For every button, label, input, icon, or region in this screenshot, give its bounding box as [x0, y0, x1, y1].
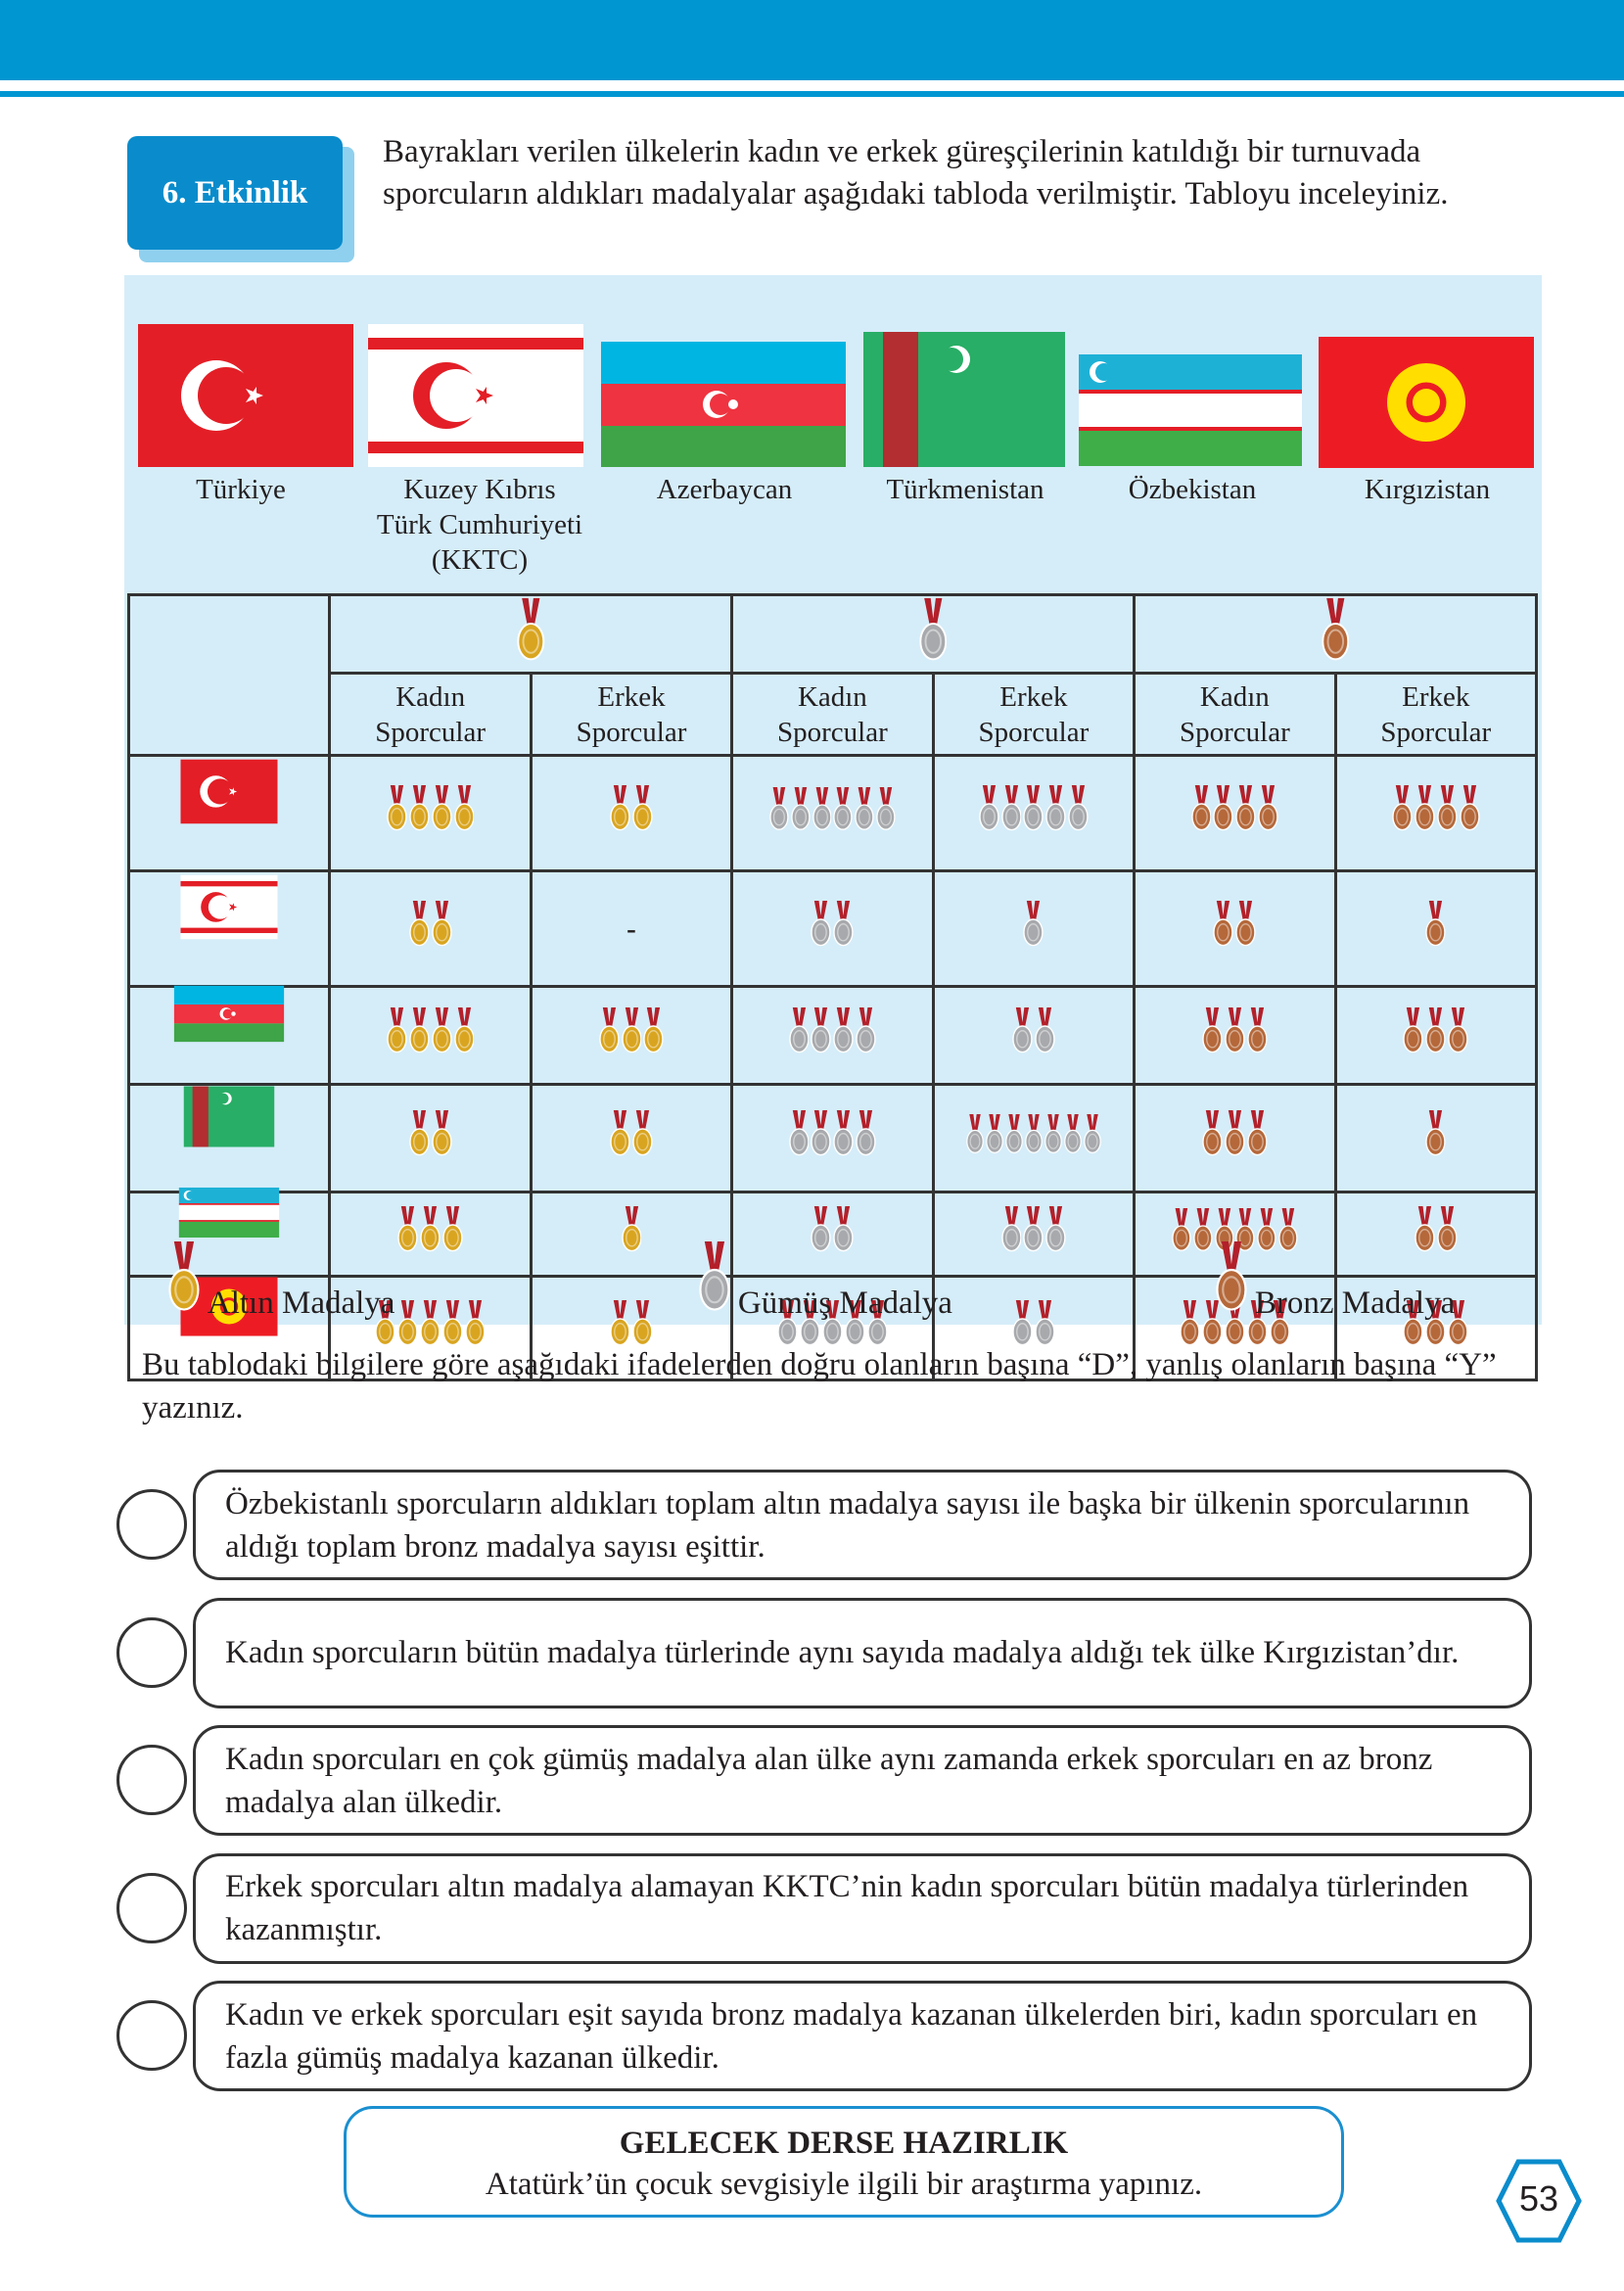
- column-header-line: Sporcular: [375, 716, 487, 748]
- medal-group: [599, 1007, 665, 1063]
- flag-azerbaycan: [601, 342, 846, 472]
- table-row: [129, 1085, 1537, 1192]
- statement-box: [193, 1853, 1532, 1964]
- gold-medal-icon: [643, 1007, 664, 1063]
- flag-label-line: Türk Cumhuriyeti: [376, 509, 583, 540]
- gold-medal-icon: [610, 785, 630, 841]
- answer-circle[interactable]: [116, 1873, 187, 1943]
- silver-medal-icon: [811, 1110, 831, 1166]
- gold-medal-icon: [517, 598, 545, 671]
- gold-medal-icon: [409, 1007, 430, 1063]
- gold-medal-icon: [168, 1241, 200, 1322]
- bronze-medal-icon: [1216, 1241, 1247, 1322]
- gold-medal-icon: [622, 1007, 642, 1063]
- row-flag-türkmenistan: [129, 1085, 330, 1192]
- bronze-medal-icon: [1425, 901, 1446, 957]
- column-header: [1335, 674, 1536, 756]
- statement-box: [193, 1981, 1532, 2091]
- silver-medal-icon: [1025, 1114, 1043, 1163]
- flag-label: [1065, 472, 1320, 507]
- silver-medal-icon: [811, 901, 831, 957]
- statement-text: Özbekistanlı sporcuların aldıkları toplam altın madalya sayısı ile başka bir ülkenin sporcularının aldığı toplam bronz madalya sayısı eşittir.: [225, 1485, 1470, 1565]
- gold-medal-icon: [409, 785, 430, 841]
- silver-header: [732, 595, 1135, 674]
- silver-medal-icon: [833, 901, 854, 957]
- bronze-medal-icon: [1322, 598, 1350, 671]
- flag-özbekistan: [1079, 354, 1302, 471]
- silver-medal-icon: [833, 1110, 854, 1166]
- bronze-medal-icon: [1193, 1208, 1213, 1261]
- silver-medal-icon: [811, 1007, 831, 1063]
- medal-count-cell: [531, 871, 731, 987]
- silver-medal-icon: [966, 1114, 984, 1163]
- flag-label-line: Azerbaycan: [656, 474, 793, 505]
- medal-count-cell: [531, 756, 731, 871]
- medal-count-cell: [1135, 987, 1335, 1085]
- bronze-medal-icon: [1247, 1110, 1268, 1166]
- flag-label: [1300, 472, 1554, 507]
- medal-group: [1023, 901, 1044, 957]
- flag-label-line: Türkmenistan: [886, 474, 1044, 505]
- medal-count-cell: [732, 871, 933, 987]
- bronze-medal-icon: [1392, 785, 1413, 841]
- gold-header: [330, 595, 732, 674]
- row-flag-türkiye: [129, 756, 330, 871]
- column-header: [531, 674, 731, 756]
- medal-count-cell: [732, 756, 933, 871]
- bronze-medal-icon: [1437, 785, 1458, 841]
- silver-medal-icon: [1035, 1007, 1055, 1063]
- gold-medal-icon: [432, 901, 452, 957]
- bronze-medal-icon: [1213, 785, 1233, 841]
- answer-circle[interactable]: [116, 2000, 187, 2071]
- page-number-badge: [1495, 2157, 1583, 2245]
- medal-group: [622, 1206, 642, 1262]
- statement-text: Erkek sporcuları altın madalya alamayan KKTC’nin kadın sporcuları bütün madalya türlerinden kazanmıştır.: [225, 1869, 1469, 1947]
- gold-medal-icon: [599, 1007, 620, 1063]
- medal-group: [1425, 901, 1446, 957]
- medal-count-cell: [1335, 756, 1536, 871]
- gold-medal-icon: [397, 1206, 418, 1262]
- medal-count-cell: [933, 987, 1135, 1085]
- activity-intro: Bayrakları verilen ülkelerin kadın ve erkek güreşçilerinin katıldığı bir turnuvada sporcuların aldıkları madalyalar aşağıdaki tabloda verilmiştir. Tabloyu inceleyiniz.: [383, 134, 1449, 211]
- medal-count-cell: [933, 1085, 1135, 1192]
- bronze-medal-icon: [1235, 785, 1256, 841]
- column-header-line: Erkek: [999, 680, 1068, 713]
- row-flag-azerbaycan: [129, 987, 330, 1085]
- legend-bronze: [1216, 1241, 1455, 1322]
- top-band: [0, 0, 1624, 80]
- activity-badge: 6. Etkinlik: [127, 136, 343, 250]
- flag-türkmenistan: [863, 332, 1065, 472]
- medal-group: [789, 1110, 877, 1166]
- legend-silver-label: Gümüş Madalya: [737, 1285, 952, 1321]
- legend-gold: [168, 1241, 394, 1322]
- silver-medal-icon: [1045, 1206, 1066, 1262]
- flag-kırgızistan: [1319, 337, 1534, 473]
- medal-count-cell: [330, 987, 531, 1085]
- legend-gold-label: Altın Madalya: [207, 1285, 395, 1321]
- row-flag-kktc: [129, 871, 330, 987]
- column-header-line: Sporcular: [978, 716, 1090, 748]
- medal-group: [1012, 1007, 1055, 1063]
- medal-group: [387, 785, 475, 841]
- silver-medal-icon: [1045, 785, 1066, 841]
- silver-medal-icon: [1023, 785, 1044, 841]
- medal-count-cell: [933, 871, 1135, 987]
- medal-group: [1202, 1007, 1268, 1063]
- medal-count-cell: [531, 1085, 731, 1192]
- statement-text: Kadın sporcuları en çok gümüş madalya alan ülke aynı zamanda erkek sporcuları en az bronz madalya alan ülkedir.: [225, 1741, 1433, 1820]
- column-header-line: Sporcular: [1179, 716, 1290, 748]
- silver-medal-icon: [979, 785, 999, 841]
- medal-group: [1191, 785, 1279, 841]
- medal-group: [387, 1007, 475, 1063]
- gold-medal-icon: [632, 1110, 653, 1166]
- statement-text: Kadın sporcuların bütün madalya türlerinde aynı sayıda madalya aldığı tek ülke Kırgızistan’dır.: [225, 1635, 1460, 1670]
- medal-count-cell: [732, 1085, 933, 1192]
- silver-medal-icon: [1044, 1114, 1062, 1163]
- gold-medal-icon: [432, 1007, 452, 1063]
- medal-count-cell: [1335, 871, 1536, 987]
- answer-circle[interactable]: [116, 1489, 187, 1560]
- column-header-line: Kadın: [797, 680, 867, 713]
- medal-count-cell: [933, 756, 1135, 871]
- medal-count-cell: [1335, 1085, 1536, 1192]
- gold-medal-icon: [622, 1206, 642, 1262]
- silver-medal-icon: [791, 787, 811, 840]
- next-lesson-title: GELECEK DERSE HAZIRLIK: [619, 2126, 1069, 2161]
- medal-group: [966, 1114, 1101, 1163]
- table-row: [129, 871, 1537, 987]
- medal-group: [789, 1007, 877, 1063]
- medal-group: [979, 785, 1089, 841]
- silver-medal-icon: [833, 787, 853, 840]
- column-header: [330, 674, 531, 756]
- column-header-line: Sporcular: [1380, 716, 1492, 748]
- flag-label: [838, 472, 1092, 507]
- bronze-medal-icon: [1403, 1007, 1423, 1063]
- bronze-medal-icon: [1202, 1007, 1223, 1063]
- instruction: Bu tablodaki bilgilere göre aşağıdaki ifadelerden doğru olanların başına “D”, yanlış olanların başına “Y” yazınız.: [142, 1347, 1497, 1426]
- medal-count-cell: [732, 987, 933, 1085]
- silver-medal-icon: [1023, 901, 1044, 957]
- bronze-medal-icon: [1425, 1007, 1446, 1063]
- gold-medal-icon: [432, 1110, 452, 1166]
- legend-silver: [699, 1241, 952, 1322]
- statement-box: [193, 1470, 1532, 1580]
- medal-count-cell: [1335, 987, 1536, 1085]
- silver-medal-icon: [1023, 1206, 1044, 1262]
- silver-medal-icon: [812, 787, 832, 840]
- silver-medal-icon: [789, 1007, 810, 1063]
- flag-kktc: [368, 324, 583, 472]
- medal-group: [610, 785, 653, 841]
- medal-group: [1213, 901, 1256, 957]
- bronze-medal-icon: [1172, 1208, 1191, 1261]
- silver-medal-icon: [856, 1110, 876, 1166]
- medal-group: [811, 901, 854, 957]
- top-line: [0, 91, 1624, 97]
- column-header: [1135, 674, 1335, 756]
- column-header-line: Erkek: [597, 680, 666, 713]
- gold-medal-icon: [610, 1110, 630, 1166]
- medal-count-cell: [330, 1085, 531, 1192]
- bronze-medal-icon: [1425, 1110, 1446, 1166]
- bronze-medal-icon: [1460, 785, 1480, 841]
- medal-group: [409, 1110, 452, 1166]
- gold-medal-icon: [454, 1007, 475, 1063]
- gold-medal-icon: [632, 785, 653, 841]
- table-row: [129, 756, 1537, 871]
- flag-label-line: Özbekistan: [1128, 474, 1257, 505]
- bronze-medal-icon: [1225, 1110, 1245, 1166]
- silver-medal-icon: [986, 1114, 1003, 1163]
- bronze-medal-icon: [1235, 901, 1256, 957]
- medal-group: [1392, 785, 1480, 841]
- answer-circle[interactable]: [116, 1617, 187, 1688]
- statement-text: Kadın ve erkek sporcuları eşit sayıda bronz madalya kazanan ülkelerden biri, kadın sporcuları en fazla gümüş madalya kazanan ülkedir.: [225, 1996, 1478, 2076]
- page-number: 53: [1518, 2178, 1559, 2219]
- silver-medal-icon: [789, 1110, 810, 1166]
- gold-medal-icon: [409, 901, 430, 957]
- medal-group: [610, 1110, 653, 1166]
- column-header-line: Sporcular: [576, 716, 687, 748]
- gold-medal-icon: [432, 785, 452, 841]
- silver-medal-icon: [855, 787, 874, 840]
- silver-medal-icon: [699, 1241, 730, 1322]
- column-header: [732, 674, 933, 756]
- medal-group: [1403, 1007, 1468, 1063]
- silver-medal-icon: [1005, 1114, 1023, 1163]
- silver-medal-icon: [876, 787, 896, 840]
- silver-medal-icon: [919, 598, 948, 671]
- bronze-medal-icon: [1191, 785, 1212, 841]
- silver-medal-icon: [1068, 785, 1089, 841]
- flag-türkiye: [138, 324, 353, 472]
- flag-label: [597, 472, 852, 507]
- silver-medal-icon: [1064, 1114, 1082, 1163]
- answer-circle[interactable]: [116, 1745, 187, 1815]
- flag-label: [114, 472, 368, 507]
- legend-bronze-label: Bronz Madalya: [1254, 1285, 1456, 1321]
- bronze-medal-icon: [1415, 785, 1435, 841]
- next-lesson-text: Atatürk’ün çocuk sevgisiyle ilgili bir araştırma yapınız.: [485, 2167, 1203, 2202]
- gold-medal-icon: [387, 785, 407, 841]
- column-header-line: Sporcular: [777, 716, 888, 748]
- silver-medal-icon: [1012, 1007, 1033, 1063]
- column-header-line: Kadın: [395, 680, 466, 713]
- bronze-header: [1135, 595, 1537, 674]
- gold-medal-icon: [409, 1110, 430, 1166]
- statement-box: [193, 1725, 1532, 1836]
- medal-count-cell: [933, 1192, 1135, 1277]
- empty-mark: -: [626, 912, 636, 945]
- flag-label-line: Kuzey Kıbrıs: [403, 474, 556, 505]
- medal-group: [1202, 1110, 1268, 1166]
- bronze-medal-icon: [1258, 785, 1278, 841]
- medal-count-cell: [330, 756, 531, 871]
- gold-medal-icon: [420, 1206, 441, 1262]
- medal-count-cell: [531, 987, 731, 1085]
- flag-label-line: Türkiye: [196, 474, 286, 505]
- bronze-medal-icon: [1247, 1007, 1268, 1063]
- column-header-line: Erkek: [1402, 680, 1470, 713]
- medal-group: [409, 901, 452, 957]
- corner-cell: [129, 595, 330, 756]
- medal-group: [1001, 1206, 1067, 1262]
- column-header: [933, 674, 1135, 756]
- silver-medal-icon: [856, 1007, 876, 1063]
- medal-group: [397, 1206, 463, 1262]
- gold-medal-icon: [442, 1206, 463, 1262]
- column-header-line: Kadın: [1199, 680, 1270, 713]
- statement-box: [193, 1598, 1532, 1708]
- medal-group: [1425, 1110, 1446, 1166]
- silver-medal-icon: [833, 1007, 854, 1063]
- silver-medal-icon: [1001, 1206, 1022, 1262]
- medal-count-cell: [1135, 871, 1335, 987]
- medal-count-cell: [330, 871, 531, 987]
- flag-label-line: (KKTC): [431, 544, 529, 576]
- gold-medal-icon: [454, 785, 475, 841]
- medal-count-cell: [1135, 1085, 1335, 1192]
- flag-label: [352, 472, 607, 578]
- gold-medal-icon: [387, 1007, 407, 1063]
- bronze-medal-icon: [1448, 1007, 1468, 1063]
- medal-count-cell: [1135, 756, 1335, 871]
- silver-medal-icon: [1001, 785, 1022, 841]
- bronze-medal-icon: [1213, 901, 1233, 957]
- bronze-medal-icon: [1202, 1110, 1223, 1166]
- flag-label-line: Kırgızistan: [1364, 474, 1491, 505]
- silver-medal-icon: [1084, 1114, 1101, 1163]
- medal-group: [769, 787, 896, 840]
- next-lesson-box: [344, 2106, 1344, 2218]
- bronze-medal-icon: [1225, 1007, 1245, 1063]
- silver-medal-icon: [769, 787, 789, 840]
- table-row: [129, 987, 1537, 1085]
